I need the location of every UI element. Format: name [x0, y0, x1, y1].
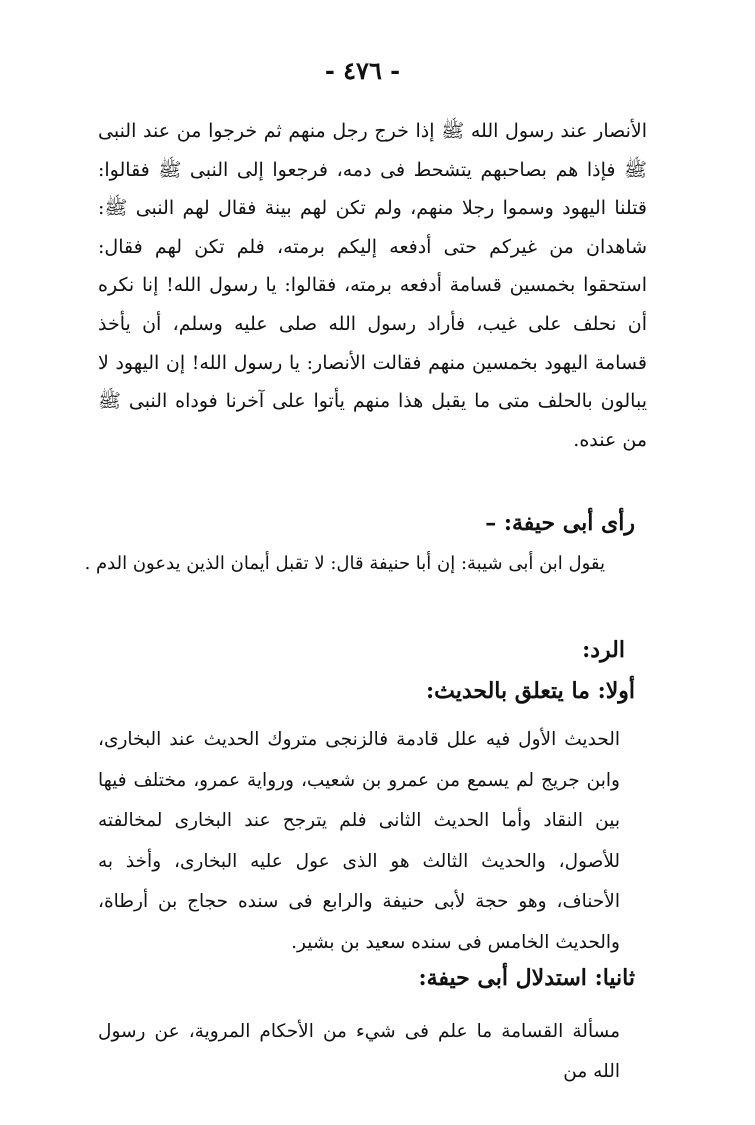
page-number: - ٤٧٦ - [324, 56, 401, 85]
awwalan-heading: أولا: ما يتعلق بالحديث: [426, 678, 635, 704]
thaniyan-heading: ثانيا: استدلال أبى حيفة: [418, 965, 635, 991]
abu-hanifa-statement: يقول ابن أبى شيبة: إن أبا حنيفة قال: لا تقبل أيمان الذين يدعون الدم . [84, 553, 605, 574]
heading-dash: – [485, 510, 497, 536]
hadith-paragraph: الأنصار عند رسول الله ﷺ إذا خرج رجل منهم ثم خرجوا من عند النبى ﷺ فإذا هم بصاحبهم يتشحط فى دمه، فرجعوا إلى النبى ﷺ فقالوا: قتلنا اليهود وسموا رجلا منهم، ولم تكن لهم بينة فقال لهم النبى ﷺ: شاهدان من غيركم حتى أدفعه إليكم برمته، فلم تكن لهم فقال: استحقوا بخمسين قسامة أدفعه برمته، فقالوا: يا رسول الله! إنا نكره أن نحلف على غيب، فأراد رسول الله صلى عليه وسلم، أن يأخذ قسامة اليهود بخمسين منهم فقالت الأنصار: يا رسول الله! إن اليهود لا يبالون بالحلف متى ما يقبل هذا منهم يأتوا على آخرنا فوداه النبى ﷺ من عنده. [98, 120, 647, 451]
abu-hanifa-heading-text: رأى أبى حيفة: [503, 510, 635, 536]
hadith-critique-paragraph: الحديث الأول فيه علل قادمة فالزنجى متروك الحديث عند البخارى، وابن جريج لم يسمع من عمرو بن شعيب، ورواية عمرو، مختلف فيها بين النقاد وأما الحديث الثانى فلم يترجح عند البخارى لمخالفته للأصول، والحديث الثالث هو الذى عول عليه البخارى، وأخذ به الأحناف، وهو حجة لأبى حنيفة والرابع فى سنده حجاج بن أرطاة، والحديث الخامس فى سنده سعيد بن بشير. [98, 729, 620, 953]
radd-heading: الرد: [582, 637, 625, 663]
abu-hanifa-heading [445, 510, 635, 536]
qasama-paragraph: مسألة القسامة ما علم فى شيء من الأحكام المروية، عن رسول الله من [98, 1021, 620, 1082]
